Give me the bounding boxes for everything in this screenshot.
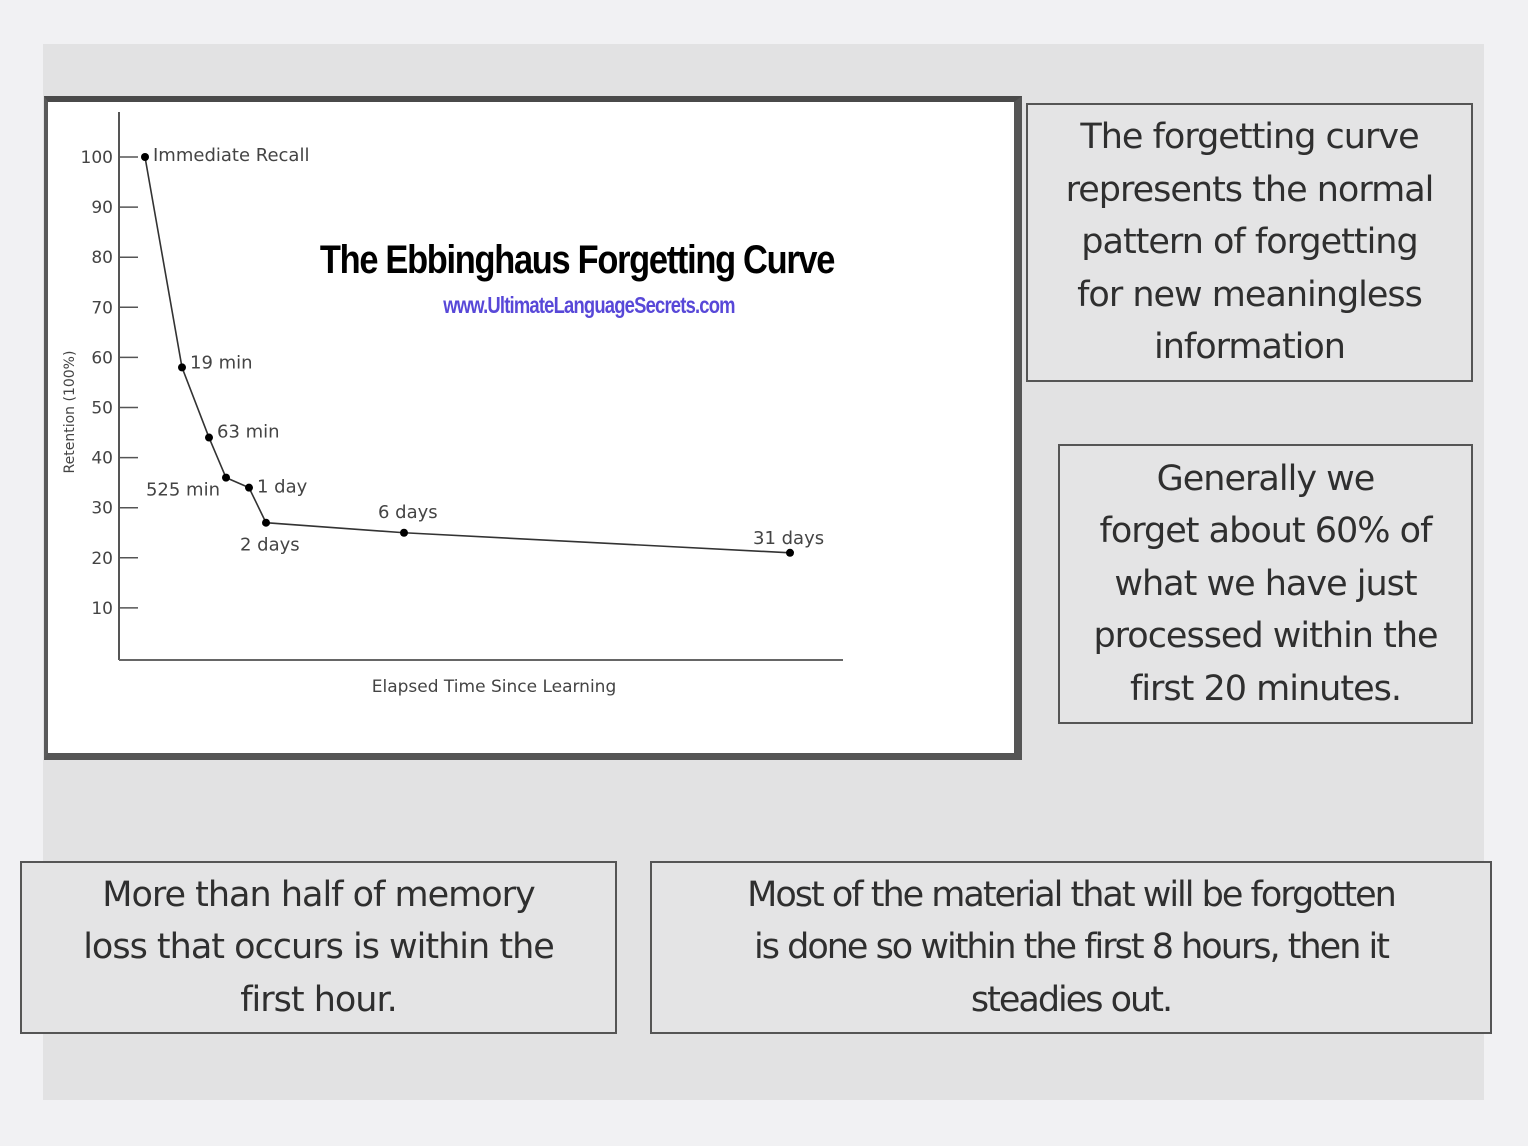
data-point-marker xyxy=(262,519,270,527)
y-tick-label: 20 xyxy=(91,548,113,569)
note-text: Generally we forget about 60% of what we have just processed within the first 20 minutes. xyxy=(1093,458,1438,709)
data-point-label: 1 day xyxy=(257,476,308,498)
note-forgetting-curve-definition xyxy=(1026,103,1473,382)
note-text: Most of the material that will be forgotten is done so within the first 8 hours, then it steadies out. xyxy=(747,874,1395,1020)
chart-curve xyxy=(141,145,824,557)
y-tick-label: 80 xyxy=(91,248,113,269)
y-tick-label: 50 xyxy=(91,398,113,419)
y-axis-label: Retention (100%) xyxy=(62,350,78,474)
y-tick-label: 70 xyxy=(91,298,113,319)
data-point-marker xyxy=(178,363,186,371)
data-point-marker xyxy=(141,153,149,161)
y-tick-label: 100 xyxy=(80,148,113,168)
data-point-marker xyxy=(222,474,230,482)
data-point-label: 19 min xyxy=(190,352,253,374)
data-point-marker xyxy=(786,549,794,557)
data-point-label: 2 days xyxy=(240,534,300,556)
note-text: More than half of memory loss that occurs is within the first hour. xyxy=(83,874,554,1020)
note-sixty-percent xyxy=(1058,444,1473,724)
y-tick-label: 40 xyxy=(91,448,113,469)
data-point-label: 525 min xyxy=(145,479,220,501)
data-point-label: Immediate Recall xyxy=(153,145,310,166)
y-tick-label: 30 xyxy=(91,498,113,519)
chart-title: The Ebbinghaus Forgetting Curve xyxy=(319,238,835,282)
data-point-label: 31 days xyxy=(753,527,825,549)
chart-axes xyxy=(62,112,843,697)
data-point-label: 6 days xyxy=(378,501,438,523)
note-first-eight-hours xyxy=(650,861,1492,1034)
chart-source-url: www.UltimateLanguageSecrets.com xyxy=(443,292,735,318)
y-tick-label: 90 xyxy=(91,198,113,219)
data-point-marker xyxy=(400,529,408,537)
data-point-label: 63 min xyxy=(217,421,280,443)
note-text: The forgetting curve represents the normal pattern of forgetting for new meaningless information xyxy=(1065,117,1434,368)
data-point-marker xyxy=(245,484,253,492)
note-first-hour xyxy=(20,861,617,1034)
data-point-marker xyxy=(205,434,213,442)
y-tick-label: 60 xyxy=(91,348,113,369)
y-tick-label: 10 xyxy=(91,598,113,619)
x-axis-label: Elapsed Time Since Learning xyxy=(371,677,617,697)
